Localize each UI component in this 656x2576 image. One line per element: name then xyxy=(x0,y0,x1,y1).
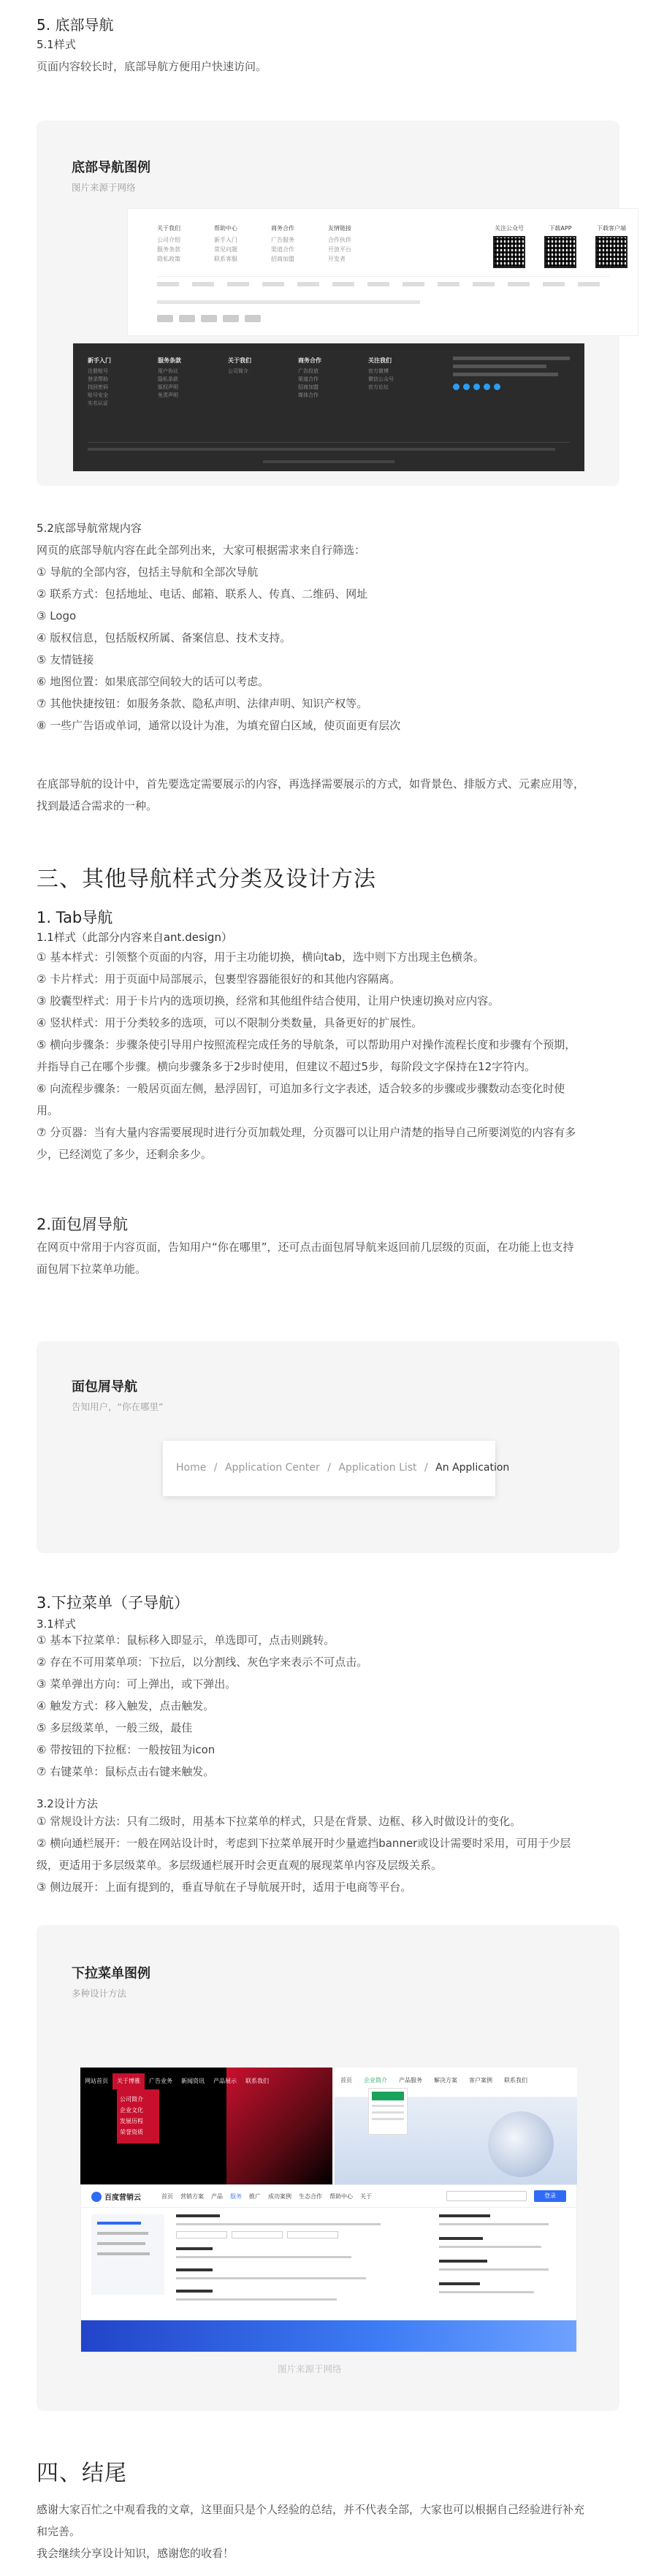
list-item: ① 基本下拉菜单：鼠标移入即显示，单选即可，点击则跳转。 xyxy=(37,1634,335,1647)
list-item: ⑦ 其他快捷按钮：如服务条款、隐私声明、法律声明、知识产权等。 xyxy=(37,697,368,710)
light-footer-screenshot xyxy=(127,208,638,336)
paragraph: 找到最适合需求的一种。 xyxy=(37,799,158,812)
nav-menu-item[interactable]: 新闻资讯 xyxy=(181,2078,205,2084)
list-item: ⑧ 一些广告语或单词，通常以设计为准，为填充留白区域，使页面更有层次 xyxy=(37,719,401,732)
breadcrumb xyxy=(163,1441,510,1496)
nav-menu-item[interactable]: 网站首页 xyxy=(85,2078,108,2084)
nav-menu-item[interactable]: 客户案例 xyxy=(469,2077,492,2084)
content-list xyxy=(37,561,400,736)
card-subtitle: 图片来源于网络 xyxy=(72,182,136,193)
footer-link[interactable]: 官方微博 xyxy=(368,368,389,374)
nav-menu-item[interactable]: 生态合作 xyxy=(299,2193,322,2200)
footer-link[interactable]: 公司简介 xyxy=(228,368,248,374)
breadcrumb-nav-title: 2.面包屑导航 xyxy=(37,1216,129,1233)
list-item: ④ 触发方式：移入触发，点击触发。 xyxy=(37,1699,215,1712)
footer-column-heading[interactable]: 帮助中心 xyxy=(214,225,237,232)
footer-link[interactable]: 联系客服 xyxy=(214,256,237,262)
list-item: ④ 版权信息，包括版权所属、备案信息、技术支持。 xyxy=(37,631,291,644)
nav-menu-item[interactable]: 广告业务 xyxy=(149,2078,172,2084)
image-source-caption: 图片来源于网络 xyxy=(278,2363,342,2374)
nav-menu-item[interactable]: 帮助中心 xyxy=(329,2193,353,2200)
copyright-line xyxy=(88,448,555,451)
login-button[interactable]: 登录 xyxy=(534,2190,566,2202)
nav-menu-item[interactable]: 企业简介 xyxy=(364,2077,387,2084)
dropdown-item[interactable]: 公司简介 xyxy=(120,2096,143,2103)
list-item: ⑥ 地图位置：如果底部空间较大的话可以考虑。 xyxy=(37,675,270,688)
qr-label: 下载APP xyxy=(549,225,572,232)
friend-links-row xyxy=(157,282,610,286)
contact-block xyxy=(453,357,570,390)
footer-column xyxy=(328,224,351,264)
nav-menu-item[interactable]: 产品服务 xyxy=(399,2077,422,2084)
paragraph: 我会继续分享设计知识，感谢您的收看！ xyxy=(37,2547,234,2560)
divider xyxy=(81,2207,577,2208)
nav-menu-item[interactable]: 首页 xyxy=(161,2193,173,2200)
footer-link[interactable]: 开放平台 xyxy=(328,246,351,253)
footer-link[interactable]: 版权声明 xyxy=(158,384,178,390)
list-item: ⑥ 向流程步骤条：一般居页面左侧，悬浮固钉，可追加多行文字表述，适合较多的步骤或步骤数动态变化时使 xyxy=(37,1082,565,1095)
footer-column xyxy=(298,357,321,400)
breadcrumb-item-application-center[interactable]: Application Center xyxy=(224,1462,320,1474)
list-item: ⑤ 横向步骤条：步骤条使引导用户按照流程完成任务的导航条，可以帮助用户对操作流程长度和步骤有个预期， xyxy=(37,1038,576,1051)
footer-column-heading[interactable]: 关于我们 xyxy=(228,357,251,364)
list-item: ① 常规设计方法：只有二级时，用基本下拉菜单的样式，只是在背景、边框、移入时做设计的变化。 xyxy=(37,1815,522,1828)
dropdown-design-list xyxy=(37,1810,571,1898)
example-card-breadcrumb xyxy=(37,1341,619,1553)
list-item: 并指导自己在哪个步骤。横向步骤条多于2步时使用，但建议不超过5步，每阶段文字保持在12字符内。 xyxy=(37,1060,536,1073)
card-subtitle: 多种设计方法 xyxy=(72,1988,127,1999)
footer-link[interactable]: 新手入门 xyxy=(214,237,237,243)
footer-column-heading[interactable]: 友情链接 xyxy=(328,225,351,232)
list-item: ② 联系方式：包括地址、电话、邮箱、联系人、传真、二维码、网址 xyxy=(37,587,368,601)
breadcrumb-item-home[interactable]: Home xyxy=(176,1462,207,1474)
list-item: ④ 竖状样式：用于分类较多的选项，可以不限制分类数量，具备更好的扩展性。 xyxy=(37,1016,423,1029)
list-item: ⑤ 友情链接 xyxy=(37,653,94,666)
qr-label: 关注公众号 xyxy=(495,225,524,232)
brand-name: 百度营销云 xyxy=(104,2194,141,2202)
dropdown-nav-title: 3.下拉菜单（子导航） xyxy=(37,1594,190,1612)
mega-menu-panel xyxy=(176,2214,424,2317)
footer-column xyxy=(368,357,394,392)
footer-column-heading[interactable]: 商务合作 xyxy=(298,357,321,364)
section-title-conclusion: 四、结尾 xyxy=(37,2461,127,2486)
nav-menu-item[interactable]: 营销方案 xyxy=(180,2193,204,2200)
category-sidebar xyxy=(91,2214,164,2295)
dropdown-panel xyxy=(368,2088,408,2135)
footer-link[interactable]: 渠道合作 xyxy=(271,246,294,253)
paragraph: 感谢大家百忙之中观看我的文章，这里面只是个人经验的总结，并不代表全部，大家也可以根据自己经验进行补充 xyxy=(37,2503,585,2516)
dropdown-item[interactable]: 企业文化 xyxy=(120,2107,143,2114)
social-icon xyxy=(484,384,490,390)
dropdown-item[interactable]: 发展历程 xyxy=(120,2118,143,2125)
list-item: 级，更适用于多层级菜单。多层级通栏展开时会更直观的展现菜单内容及层级关系。 xyxy=(37,1859,443,1872)
card-subtitle: 告知用户，“你在哪里” xyxy=(72,1401,164,1412)
qr-label: 下载客户端 xyxy=(597,225,626,232)
list-item: ③ 胶囊型样式：用于卡片内的选项切换，经常和其他组件结合使用，让用户快速切换对应内容。 xyxy=(37,994,500,1007)
breadcrumb-item-application-list[interactable]: Application List xyxy=(338,1462,417,1474)
product-image xyxy=(488,2111,554,2177)
nav-menu-item[interactable]: 成功案例 xyxy=(268,2193,291,2200)
banner-image xyxy=(81,2320,577,2352)
footer-link[interactable]: 常见问题 xyxy=(214,246,237,253)
list-item: ② 存在不可用菜单项：下拉后，以分割线、灰色字来表示不可点击。 xyxy=(37,1655,368,1669)
dropdown-panel xyxy=(117,2089,159,2144)
qr-code-image xyxy=(493,236,525,268)
footer-column xyxy=(88,357,111,408)
footer-column xyxy=(158,357,181,400)
footer-column-heading[interactable]: 关于我们 xyxy=(157,225,180,232)
section-title-bottom-nav: 5. 底部导航 xyxy=(37,16,114,34)
footer-column xyxy=(157,224,180,264)
list-item: 少，已经浏览了多少，还剩余多少。 xyxy=(37,1148,213,1161)
dropdown-style-list xyxy=(37,1629,367,1783)
badge-row xyxy=(157,315,261,322)
footer-column xyxy=(271,224,294,264)
footer-link[interactable]: 实名认证 xyxy=(88,400,108,406)
footer-link[interactable]: 开发者 xyxy=(328,256,346,262)
divider xyxy=(157,276,610,277)
card-title: 面包屑导航 xyxy=(72,1379,137,1395)
footer-link[interactable]: 隐私条款 xyxy=(158,376,178,382)
footer-link[interactable]: 用户协议 xyxy=(158,368,178,374)
footer-link[interactable]: 公司介绍 xyxy=(157,237,180,243)
dropdown-screenshot-light xyxy=(335,2068,577,2184)
paragraph: 页面内容较长时，底部导航方便用户快速访问。 xyxy=(37,60,267,73)
list-item: ① 导航的全部内容，包括主导航和全部次导航 xyxy=(37,565,259,579)
qr-code-image xyxy=(595,236,628,268)
list-item: ③ Logo xyxy=(37,609,77,622)
brand-logo-icon xyxy=(91,2192,102,2202)
mega-menu-side xyxy=(439,2214,563,2317)
social-icon xyxy=(494,384,500,390)
footer-link[interactable]: 媒体合作 xyxy=(298,392,319,398)
subsection-dropdown-style: 3.1样式 xyxy=(37,1617,76,1631)
paragraph: 在底部导航的设计中，首先要选定需要展示的内容，再选择需要展示的方式，如背景色、排版方式、元素应用等， xyxy=(37,777,585,790)
nav-menu-item[interactable]: 推广 xyxy=(249,2193,261,2200)
tab-style-list xyxy=(37,946,576,1165)
paragraph: 网页的底部导航内容在此全部列出来，大家可根据需求来自行筛选： xyxy=(37,544,366,557)
nav-menu-item[interactable]: 联系我们 xyxy=(245,2078,269,2084)
card-title: 底部导航图例 xyxy=(72,160,150,175)
breadcrumb-separator: / xyxy=(327,1462,331,1474)
list-item: ⑥ 带按钮的下拉框：一般按钮为icon xyxy=(37,1743,216,1756)
nav-menu-item[interactable]: 产品展示 xyxy=(213,2078,237,2084)
footer-link[interactable]: 登录帮助 xyxy=(88,376,108,382)
nav-menu-item[interactable]: 首页 xyxy=(340,2077,352,2084)
paragraph: 和完善。 xyxy=(37,2525,81,2538)
section-title-other-nav: 三、其他导航样式分类及设计方法 xyxy=(37,866,376,892)
list-item: ⑤ 多层级菜单，一般三级，最佳 xyxy=(37,1721,193,1734)
subsection-tab-style: 1.1样式（此部分内容来自ant.design） xyxy=(37,931,232,944)
dropdown-screenshot-mega xyxy=(80,2184,577,2352)
social-icon xyxy=(463,384,470,390)
footer-column xyxy=(214,224,237,264)
example-card-dropdown xyxy=(37,1925,619,2411)
footer-link[interactable]: 微信公众号 xyxy=(368,376,394,382)
footer-link[interactable]: 渠道合作 xyxy=(298,376,319,382)
list-item: ② 横向通栏展开：一般在网站设计时，考虑到下拉菜单展开时少量遮挡banner或设计需要时采用，可用于少层 xyxy=(37,1837,571,1850)
paragraph: 面包屑下拉菜单功能。 xyxy=(37,1262,147,1276)
list-item: ① 基本样式：引领整个页面的内容，用于主功能切换，横向tab，选中则下方出现主色横条。 xyxy=(37,950,484,964)
social-icon xyxy=(473,384,480,390)
social-icons xyxy=(453,384,570,390)
footer-link[interactable]: 找回密码 xyxy=(88,384,108,390)
list-item: ② 卡片样式：用于页面中局部展示，包裹型容器能很好的和其他内容隔离。 xyxy=(37,972,401,986)
footer-link[interactable]: 合作伙伴 xyxy=(328,237,351,243)
paragraph: 在网页中常用于内容页面，告知用户“你在哪里”，还可点击面包屑导航来返回前几层级的页面，在功能上也支持 xyxy=(37,1241,574,1254)
qr-codes xyxy=(493,224,628,268)
list-item: ③ 菜单弹出方向：可上弹出，或下弹出。 xyxy=(37,1677,237,1691)
nav-menu-item[interactable]: 解决方案 xyxy=(434,2077,457,2084)
footer-column-heading[interactable]: 服务条款 xyxy=(158,357,181,364)
footer-link[interactable]: 招商加盟 xyxy=(298,384,319,390)
footer-link[interactable]: 注册账号 xyxy=(88,368,108,374)
nav-menu-item[interactable]: 服务 xyxy=(230,2193,242,2200)
footer-column-heading[interactable]: 新手入门 xyxy=(88,357,111,364)
search-input[interactable] xyxy=(446,2191,527,2201)
qr-code-image xyxy=(544,236,576,268)
copyright-line xyxy=(157,300,420,304)
list-item: ⑦ 分页器：当有大量内容需要展现时进行分页加载处理，分页器可以让用户清楚的指导自己所要浏览的内容有多 xyxy=(37,1126,576,1139)
icp-line xyxy=(263,460,394,463)
brand xyxy=(91,2191,141,2202)
footer-link[interactable]: 免责声明 xyxy=(158,392,178,398)
card-title: 下拉菜单图例 xyxy=(72,1966,150,1981)
divider xyxy=(88,442,570,443)
social-icon xyxy=(453,384,459,390)
breadcrumb-separator: / xyxy=(213,1462,218,1474)
nav-menu-item[interactable]: 产品 xyxy=(211,2193,223,2200)
footer-link[interactable]: 账号安全 xyxy=(88,392,108,398)
footer-column-heading[interactable]: 商务合作 xyxy=(271,225,294,232)
footer-link[interactable]: 广告服务 xyxy=(271,237,294,243)
nav-menu-item[interactable]: 联系我们 xyxy=(504,2077,527,2084)
subsection-5-2: 5.2底部导航常规内容 xyxy=(37,522,142,535)
breadcrumb-current: An Application xyxy=(435,1462,510,1474)
list-item: 用。 xyxy=(37,1104,59,1117)
tab-nav-title: 1. Tab导航 xyxy=(37,909,113,926)
footer-link[interactable]: 官方论坛 xyxy=(368,384,389,390)
footer-column xyxy=(228,357,251,376)
footer-link[interactable]: 服务条款 xyxy=(157,246,180,253)
dropdown-screenshot-dark xyxy=(80,2068,332,2184)
nav-menu-item[interactable]: 关于 xyxy=(360,2193,372,2200)
breadcrumb-separator: / xyxy=(424,1462,428,1474)
footer-link[interactable]: 广告投放 xyxy=(298,368,319,374)
subsection-dropdown-design: 3.2设计方法 xyxy=(37,1797,98,1810)
footer-link[interactable]: 隐私政策 xyxy=(157,256,180,262)
footer-column-heading[interactable]: 关注我们 xyxy=(368,357,392,364)
list-item: ⑦ 右键菜单：鼠标点击右键来触发。 xyxy=(37,1765,215,1778)
list-item: ③ 侧边展开：上面有提到的，垂直导航在子导航展开时，适用于电商等平台。 xyxy=(37,1880,412,1894)
example-card-bottom-nav xyxy=(37,121,626,486)
dropdown-item[interactable]: 荣誉资质 xyxy=(120,2129,143,2135)
dark-footer-screenshot xyxy=(73,343,584,471)
nav-menu-item[interactable]: 关于博雅 xyxy=(112,2073,145,2089)
subsection-5-1: 5.1样式 xyxy=(37,38,76,51)
footer-link[interactable]: 招商加盟 xyxy=(271,256,294,262)
